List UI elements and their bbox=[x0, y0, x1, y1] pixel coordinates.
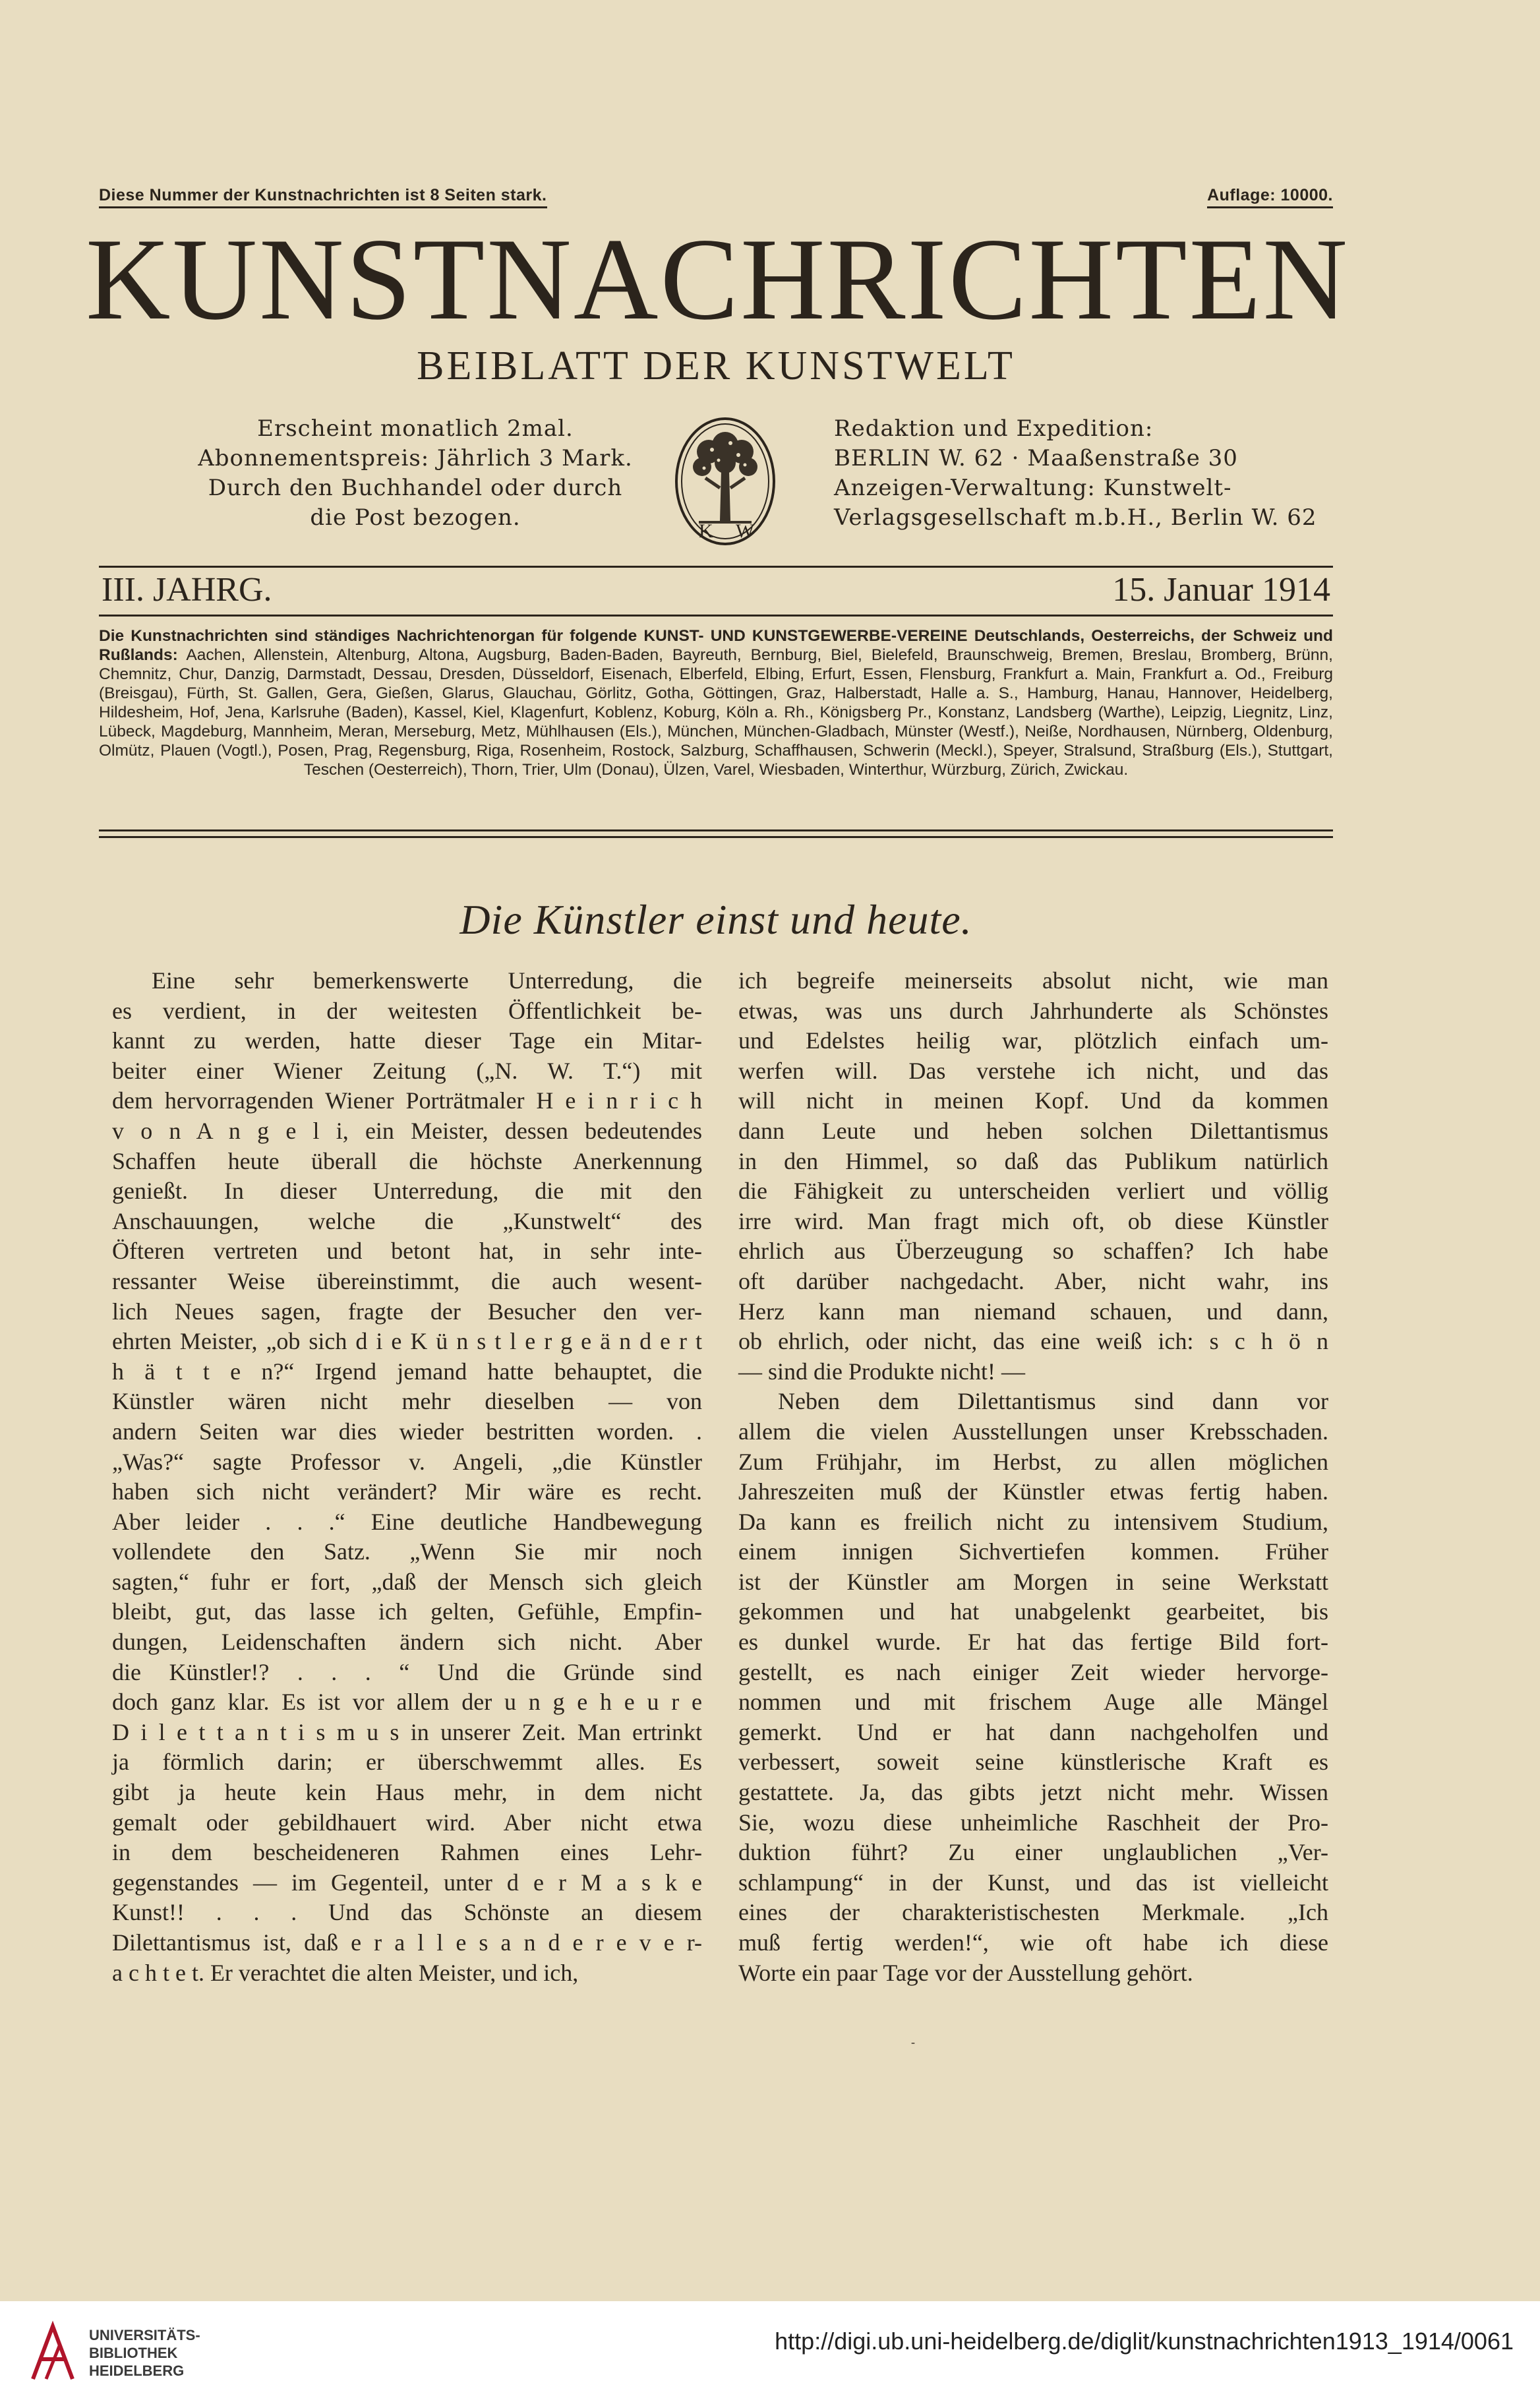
text-line: dann Leute und heben solchen Dilettantismus bbox=[738, 1117, 1328, 1144]
logo-letter-w: W bbox=[736, 520, 755, 542]
text-line: schlampung“ in der Kunst, und das ist vielleicht bbox=[738, 1869, 1328, 1896]
text-line: Jahreszeiten muß der Künstler etwas fertig haben. bbox=[738, 1478, 1328, 1505]
text-line: genießt. In dieser Unterredung, die mit den bbox=[112, 1178, 702, 1205]
text-line: will nicht in meinen Kopf. Und da kommen bbox=[738, 1087, 1328, 1114]
library-line: UNIVERSITÄTS- bbox=[89, 2327, 200, 2343]
associations-lead: Die Kunstnachrichten sind ständiges Nachrichtenorgan für folgende KUNST- UND KUNSTGEWERBE-VEREINE Deutschlands, Oesterreichs, der Schweiz und Rußlands: bbox=[99, 627, 1333, 664]
text-line: gestattete. Ja, das gibts jetzt nicht mehr. Wissen bbox=[738, 1779, 1328, 1806]
text-line: die Künstler!? . . . “ Und die Gründe sind bbox=[112, 1658, 702, 1685]
text-line: werfen will. Das verstehe ich nicht, und das bbox=[738, 1057, 1328, 1084]
text-line: nommen und mit frischem Auge alle Mängel bbox=[738, 1689, 1328, 1716]
text-line: irre wird. Man fragt mich oft, ob diese Künstler bbox=[738, 1207, 1328, 1234]
text-line: ehrlich aus Überzeugung so schaffen? Ich habe bbox=[738, 1238, 1328, 1265]
text-line: h ä t t e n?“ Irgend jemand hatte behauptet, die bbox=[112, 1358, 702, 1385]
text-line: es verdient, in der weitesten Öffentlichkeit be- bbox=[112, 997, 702, 1024]
info-line: die Post bezogen. bbox=[310, 504, 521, 531]
text-line: Zum Frühjahr, im Herbst, zu allen möglichen bbox=[738, 1448, 1328, 1475]
text-line: Eine sehr bemerkenswerte Unterredung, die bbox=[152, 967, 702, 994]
text-line: gemalt oder gebildhauert wird. Aber nicht etwa bbox=[112, 1809, 702, 1836]
text-line: beiter einer Wiener Zeitung („N. W. T.“) mit bbox=[112, 1057, 702, 1084]
text-line: Schaffen heute überall die höchste Anerkennung bbox=[112, 1147, 702, 1174]
text-line: Öfteren vertreten und betont hat, in sehr inte- bbox=[112, 1238, 702, 1265]
text-line: doch ganz klar. Es ist vor allem der u n g e h e u r e bbox=[112, 1689, 702, 1716]
print-run-note: Auflage: 10000. bbox=[1207, 186, 1333, 208]
text-line: Sie, wozu diese unheimliche Raschheit der Pro- bbox=[738, 1809, 1328, 1836]
text-line: Neben dem Dilettantismus sind dann vor bbox=[778, 1388, 1328, 1415]
kunstwelt-tree-logo-icon bbox=[672, 415, 778, 547]
text-line: die Fähigkeit zu unterscheiden verliert und völlig bbox=[738, 1178, 1328, 1205]
text-line: Dilettantismus ist, daß e r a l l e s a n d e r e v e r- bbox=[112, 1929, 702, 1956]
text-line: v o n A n g e l i, ein Meister, dessen bedeutendes bbox=[112, 1117, 702, 1144]
info-line: BERLIN W. 62 · Maaßenstraße 30 bbox=[834, 445, 1238, 471]
text-line: Worte ein paar Tage vor der Ausstellung gehört. bbox=[738, 1959, 1193, 1986]
text-line: verbessert, soweit seine künstlerische Kraft es bbox=[738, 1749, 1328, 1776]
text-line: gekommen und hat unabgelenkt gearbeitet, bis bbox=[738, 1598, 1328, 1625]
text-line: sagten,“ fuhr er fort, „daß der Mensch sich gleich bbox=[112, 1568, 702, 1595]
info-line: Verlagsgesellschaft m.b.H., Berlin W. 62 bbox=[834, 504, 1317, 531]
text-line: es dunkel wurde. Er hat das fertige Bild fort- bbox=[738, 1629, 1328, 1656]
text-line: ressanter Weise übereinstimmt, die auch wesent- bbox=[112, 1267, 702, 1294]
text-line: ehrten Meister, „ob sich d i e K ü n s t l e r g e ä n d e r t bbox=[112, 1328, 702, 1355]
text-line: — sind die Produkte nicht! — bbox=[738, 1358, 1025, 1385]
info-line: Redaktion und Expedition: bbox=[834, 415, 1154, 442]
text-line: Künstler wären nicht mehr dieselben — von bbox=[112, 1388, 702, 1415]
library-line: HEIDELBERG bbox=[89, 2363, 185, 2379]
text-line: dem hervorragenden Wiener Porträtmaler H e i n r i c h bbox=[112, 1087, 702, 1114]
text-line: und Edelstes heilig war, plötzlich einfach um- bbox=[738, 1027, 1328, 1054]
text-line: muß fertig werden!“, wie oft habe ich diese bbox=[738, 1929, 1328, 1956]
logo-letter-k: K bbox=[699, 520, 713, 542]
text-line: bleibt, gut, das lasse ich gelten, Gefühle, Empfin- bbox=[112, 1598, 702, 1625]
text-line: andern Seiten war dies wieder bestritten worden. . bbox=[112, 1418, 702, 1445]
text-line: vollendete den Satz. „Wenn Sie mir noch bbox=[112, 1538, 702, 1565]
text-line: einem innigen Sichvertiefen kommen. Früher bbox=[738, 1538, 1328, 1565]
text-line: allem die vielen Ausstellungen unser Krebsschaden. bbox=[738, 1418, 1328, 1445]
heidelberg-library-logo-icon bbox=[26, 2320, 79, 2386]
divider-rule bbox=[99, 829, 1333, 831]
issue-line bbox=[99, 567, 1333, 613]
text-line: Anschauungen, welche die „Kunstwelt“ des bbox=[112, 1207, 702, 1234]
text-line: haben sich nicht verändert? Mir wäre es recht. bbox=[112, 1478, 702, 1505]
text-line: kannt zu werden, hatte dieser Tage ein Mitar- bbox=[112, 1027, 702, 1054]
text-line: ob ehrlich, oder nicht, das eine weiß ich: s c h ö n bbox=[738, 1328, 1328, 1355]
info-line: Erscheint monatlich 2mal. bbox=[257, 415, 574, 442]
text-line: gemerkt. Und er hat dann nachgeholfen und bbox=[738, 1718, 1328, 1745]
member-associations bbox=[99, 626, 1333, 779]
text-line: etwas, was uns durch Jahrhunderte als Schönstes bbox=[738, 997, 1328, 1024]
text-line: ich begreife meinerseits absolut nicht, wie man bbox=[738, 967, 1328, 994]
top-info-line bbox=[99, 186, 1333, 212]
editorial-info bbox=[834, 414, 1342, 546]
text-line: ist der Künstler am Morgen in seine Werkstatt bbox=[738, 1568, 1328, 1595]
info-line: Anzeigen-Verwaltung: Kunstwelt- bbox=[834, 475, 1232, 501]
library-line: BIBLIOTHEK bbox=[89, 2345, 178, 2361]
divider-rule bbox=[99, 615, 1333, 617]
text-line: gestellt, es nach einiger Zeit wieder hervorge- bbox=[738, 1658, 1328, 1685]
digitization-footer bbox=[0, 2301, 1540, 2408]
text-line: D i l e t t a n t i s m u s in unserer Zeit. Man ertrinkt bbox=[112, 1718, 702, 1745]
text-line: „Was?“ sagte Professor v. Angeli, „die Künstler bbox=[112, 1448, 702, 1475]
text-line: Herz kann man niemand schauen, und dann, bbox=[738, 1298, 1328, 1325]
text-line: oft darüber nachgedacht. Aber, nicht wahr, ins bbox=[738, 1267, 1328, 1294]
article-column-left bbox=[112, 966, 702, 1988]
page-count-note: Diese Nummer der Kunstnachrichten ist 8 Seiten stark. bbox=[99, 186, 547, 208]
print-mark: - bbox=[911, 2035, 915, 2049]
text-line: Da kann es freilich nicht zu intensivem Studium, bbox=[738, 1508, 1328, 1535]
article-title: Die Künstler einst und heute. bbox=[459, 896, 972, 943]
article-column-right bbox=[738, 966, 1328, 1988]
text-line: dungen, Leidenschaften ändern sich nicht. Aber bbox=[112, 1629, 702, 1656]
text-line: eines der charakteristischesten Merkmale. „Ich bbox=[738, 1899, 1328, 1926]
info-line: Abonnementspreis: Jährlich 3 Mark. bbox=[198, 445, 633, 471]
text-line: lich Neues sagen, fragte der Besucher den ver- bbox=[112, 1298, 702, 1325]
text-line: gegenstandes — im Gegenteil, unter d e r M a s k e bbox=[112, 1869, 702, 1896]
text-line: Kunst!! . . . Und das Schönste an diesem bbox=[112, 1899, 702, 1926]
divider-rule bbox=[99, 836, 1333, 838]
text-line: a c h t e t. Er verachtet die alten Meister, und ich, bbox=[112, 1959, 579, 1986]
text-line: in dem bescheideneren Rahmen eines Lehr- bbox=[112, 1839, 702, 1866]
source-url-link[interactable]: http://digi.ub.uni-heidelberg.de/diglit/kunstnachrichten1913_1914/0061 bbox=[775, 2328, 1514, 2355]
issue-date: 15. Januar 1914 bbox=[1112, 571, 1330, 609]
text-line: in den Himmel, so daß das Publikum natürlich bbox=[738, 1147, 1328, 1174]
library-name bbox=[89, 2326, 200, 2380]
subscription-info bbox=[171, 414, 659, 546]
volume-year: III. JAHRG. bbox=[102, 571, 272, 609]
text-line: Aber leider . . .“ Eine deutliche Handbewegung bbox=[112, 1508, 702, 1535]
text-line: duktion führt? Zu einer unglaublichen „Ver- bbox=[738, 1839, 1328, 1866]
associations-list: Aachen, Allenstein, Altenburg, Altona, Augsburg, Baden-Baden, Bayreuth, Bernburg, Biel, Bielefeld, Braunschweig, Bremen, Breslau, Bromberg, Brünn, Chemnitz, Chur, Danzig, Darmstadt, Dessau, Dresden, Düsseldorf, Eisenach, Elberfeld, Elbing, Erfurt, Essen, Flensburg, Frankfurt a. Main, Frankfurt a. Od., Freiburg (Breisgau), Fürth, St. Gallen, Gera, Gießen, Glarus, Glauchau, Görlitz, Gotha, Göttingen, Graz, Halberstadt, Halle a. S., Hamburg, Hanau, Hannover, Heidelberg, Hildesheim, Hof, Jena, Karlsruhe (Baden), Kassel, Kiel, Klagenfurt, Koblenz, Koburg, Köln a. Rh., Königsberg Pr., Konstanz, Landsberg (Warthe), Leipzig, Liegnitz, Linz, Lübeck, Magdeburg, Mannheim, Meran, Merseburg, Metz, Mühlhausen (Els.), München, München-Gladbach, Münster (Westf.), Neiße, Nordhausen, Nürnberg, Oldenburg, Olmütz, Plauen (Vogtl.), Posen, Prag, Regensburg, Riga, Rosenheim, Rostock, Salzburg, Schaffhausen, Schwerin (Meckl.), Speyer, Stralsund, Straßburg (Els.), Stuttgart, Teschen (Oesterreich), Thorn, Trier, Ulm (Donau), Ülzen, Varel, Wiesbaden, Winterthur, Würzburg, Zürich, Zwickau. bbox=[99, 646, 1333, 779]
masthead-subtitle: BEIBLATT DER KUNSTWELT bbox=[417, 344, 1015, 388]
masthead-title: KUNSTNACHRICHTEN bbox=[86, 214, 1349, 344]
text-line: gibt ja heute kein Haus mehr, in dem nicht bbox=[112, 1779, 702, 1806]
info-line: Durch den Buchhandel oder durch bbox=[208, 475, 623, 501]
text-line: ja förmlich darin; er überschwemmt alles. Es bbox=[112, 1749, 702, 1776]
